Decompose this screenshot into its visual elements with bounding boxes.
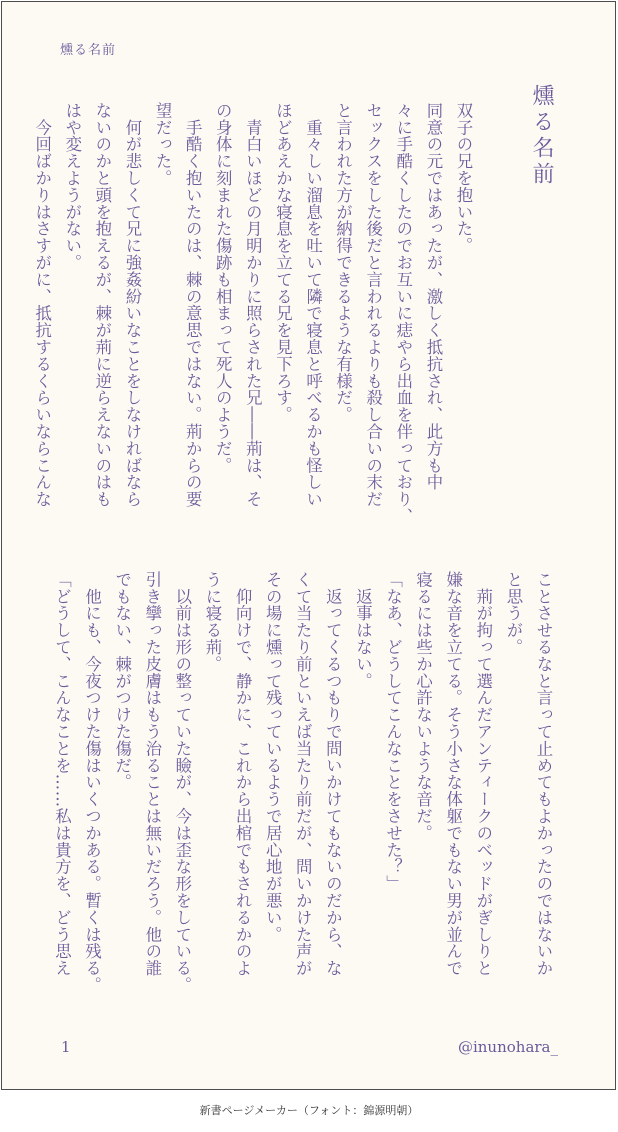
lower-text-block xyxy=(46,571,558,1001)
text-column: 返事はない。 xyxy=(353,571,373,690)
text-column: セックスをした後だと言われるよりも殺し合いの末だ xyxy=(363,102,383,508)
text-column: 双子の兄を抱いた。 xyxy=(454,102,473,255)
text-column: 荊が拘って選んだアンティークのベッドがぎしりと xyxy=(473,571,493,977)
text-column: と言われた方が納得できるような有様だ。 xyxy=(333,102,353,424)
text-column: の身体に刻まれた傷跡も相まって死人のようだ。 xyxy=(213,102,233,474)
text-column: と思うが。 xyxy=(503,571,523,656)
work-title: 燻る名前 xyxy=(529,84,554,188)
text-column: 「どうして、こんなことを……私は貴方を、どう思え xyxy=(52,571,72,977)
running-header-title: 燻る名前 xyxy=(60,43,117,58)
text-column: 「なあ、どうしてこんなことをさせた？」 xyxy=(383,571,403,893)
text-column: でもない、棘がつけた傷だ。 xyxy=(112,571,132,791)
text-column: 望だった。 xyxy=(153,102,173,187)
text-column: ないのかと頭を抱えるが、棘が荊に逆らえないのはも xyxy=(92,102,112,508)
author-handle: @inunohara_ xyxy=(457,1038,558,1056)
text-column: 仰向けで、静かに、これから出棺でもされるかのよ xyxy=(233,571,253,977)
text-column: 手酷く抱いたのは、棘の意思ではない。荊からの要 xyxy=(183,102,203,508)
text-column: 以前は形の整っていた瞼が、今は歪な形をしている。 xyxy=(172,571,192,994)
text-column: 々に手酷くしたのでお互いに痣やら出血を伴っており、 xyxy=(393,102,413,525)
upper-text-block xyxy=(27,102,478,532)
page-number: 1 xyxy=(61,1038,71,1056)
text-column: ほどあえかな寝息を立てる兄を見下ろす。 xyxy=(273,102,293,424)
text-column: 他にも、今夜つけた傷はいくつかある。暫くは残る。 xyxy=(82,571,102,994)
text-column: 何が悲しくて兄に強姦紛いなことをしなければなら xyxy=(122,102,142,508)
text-column: はや変えようがない。 xyxy=(62,102,82,271)
text-column: ことさせるなと言って止めてもよかったのではないか xyxy=(534,571,553,977)
text-column: 嫌な音を立てる。そう小さな体躯でもない男が並んで xyxy=(443,571,463,977)
text-column: 引き攣った皮膚はもう治ることは無いだろう。他の誰 xyxy=(142,571,162,977)
text-column: 今回ばかりはさすがに、抵抗するくらいならこんな xyxy=(32,102,52,508)
text-column: 返ってくるつもりで問いかけてもないのだから、な xyxy=(323,571,343,977)
footer-credit: 新書ページメーカー（フォント：錦源明朝） xyxy=(199,1104,419,1117)
text-column: その場に燻って残っているようで居心地が悪い。 xyxy=(263,571,283,943)
novel-page xyxy=(1,1,616,1090)
text-column: 同意の元ではあったが、激しく抵抗され、此方も中 xyxy=(423,102,443,491)
text-column: くて当たり前といえば当たり前だが、問いかけた声が xyxy=(293,571,313,977)
text-column: 重々しい溜息を吐いて隣で寝息と呼べるかも怪しい xyxy=(303,102,323,508)
text-column: 寝るには些か心許ないような音だ。 xyxy=(413,571,433,842)
text-column: うに寝る荊。 xyxy=(202,571,222,673)
text-column: 青白いほどの月明かりに照らされた兄――荊は、そ xyxy=(243,102,263,508)
